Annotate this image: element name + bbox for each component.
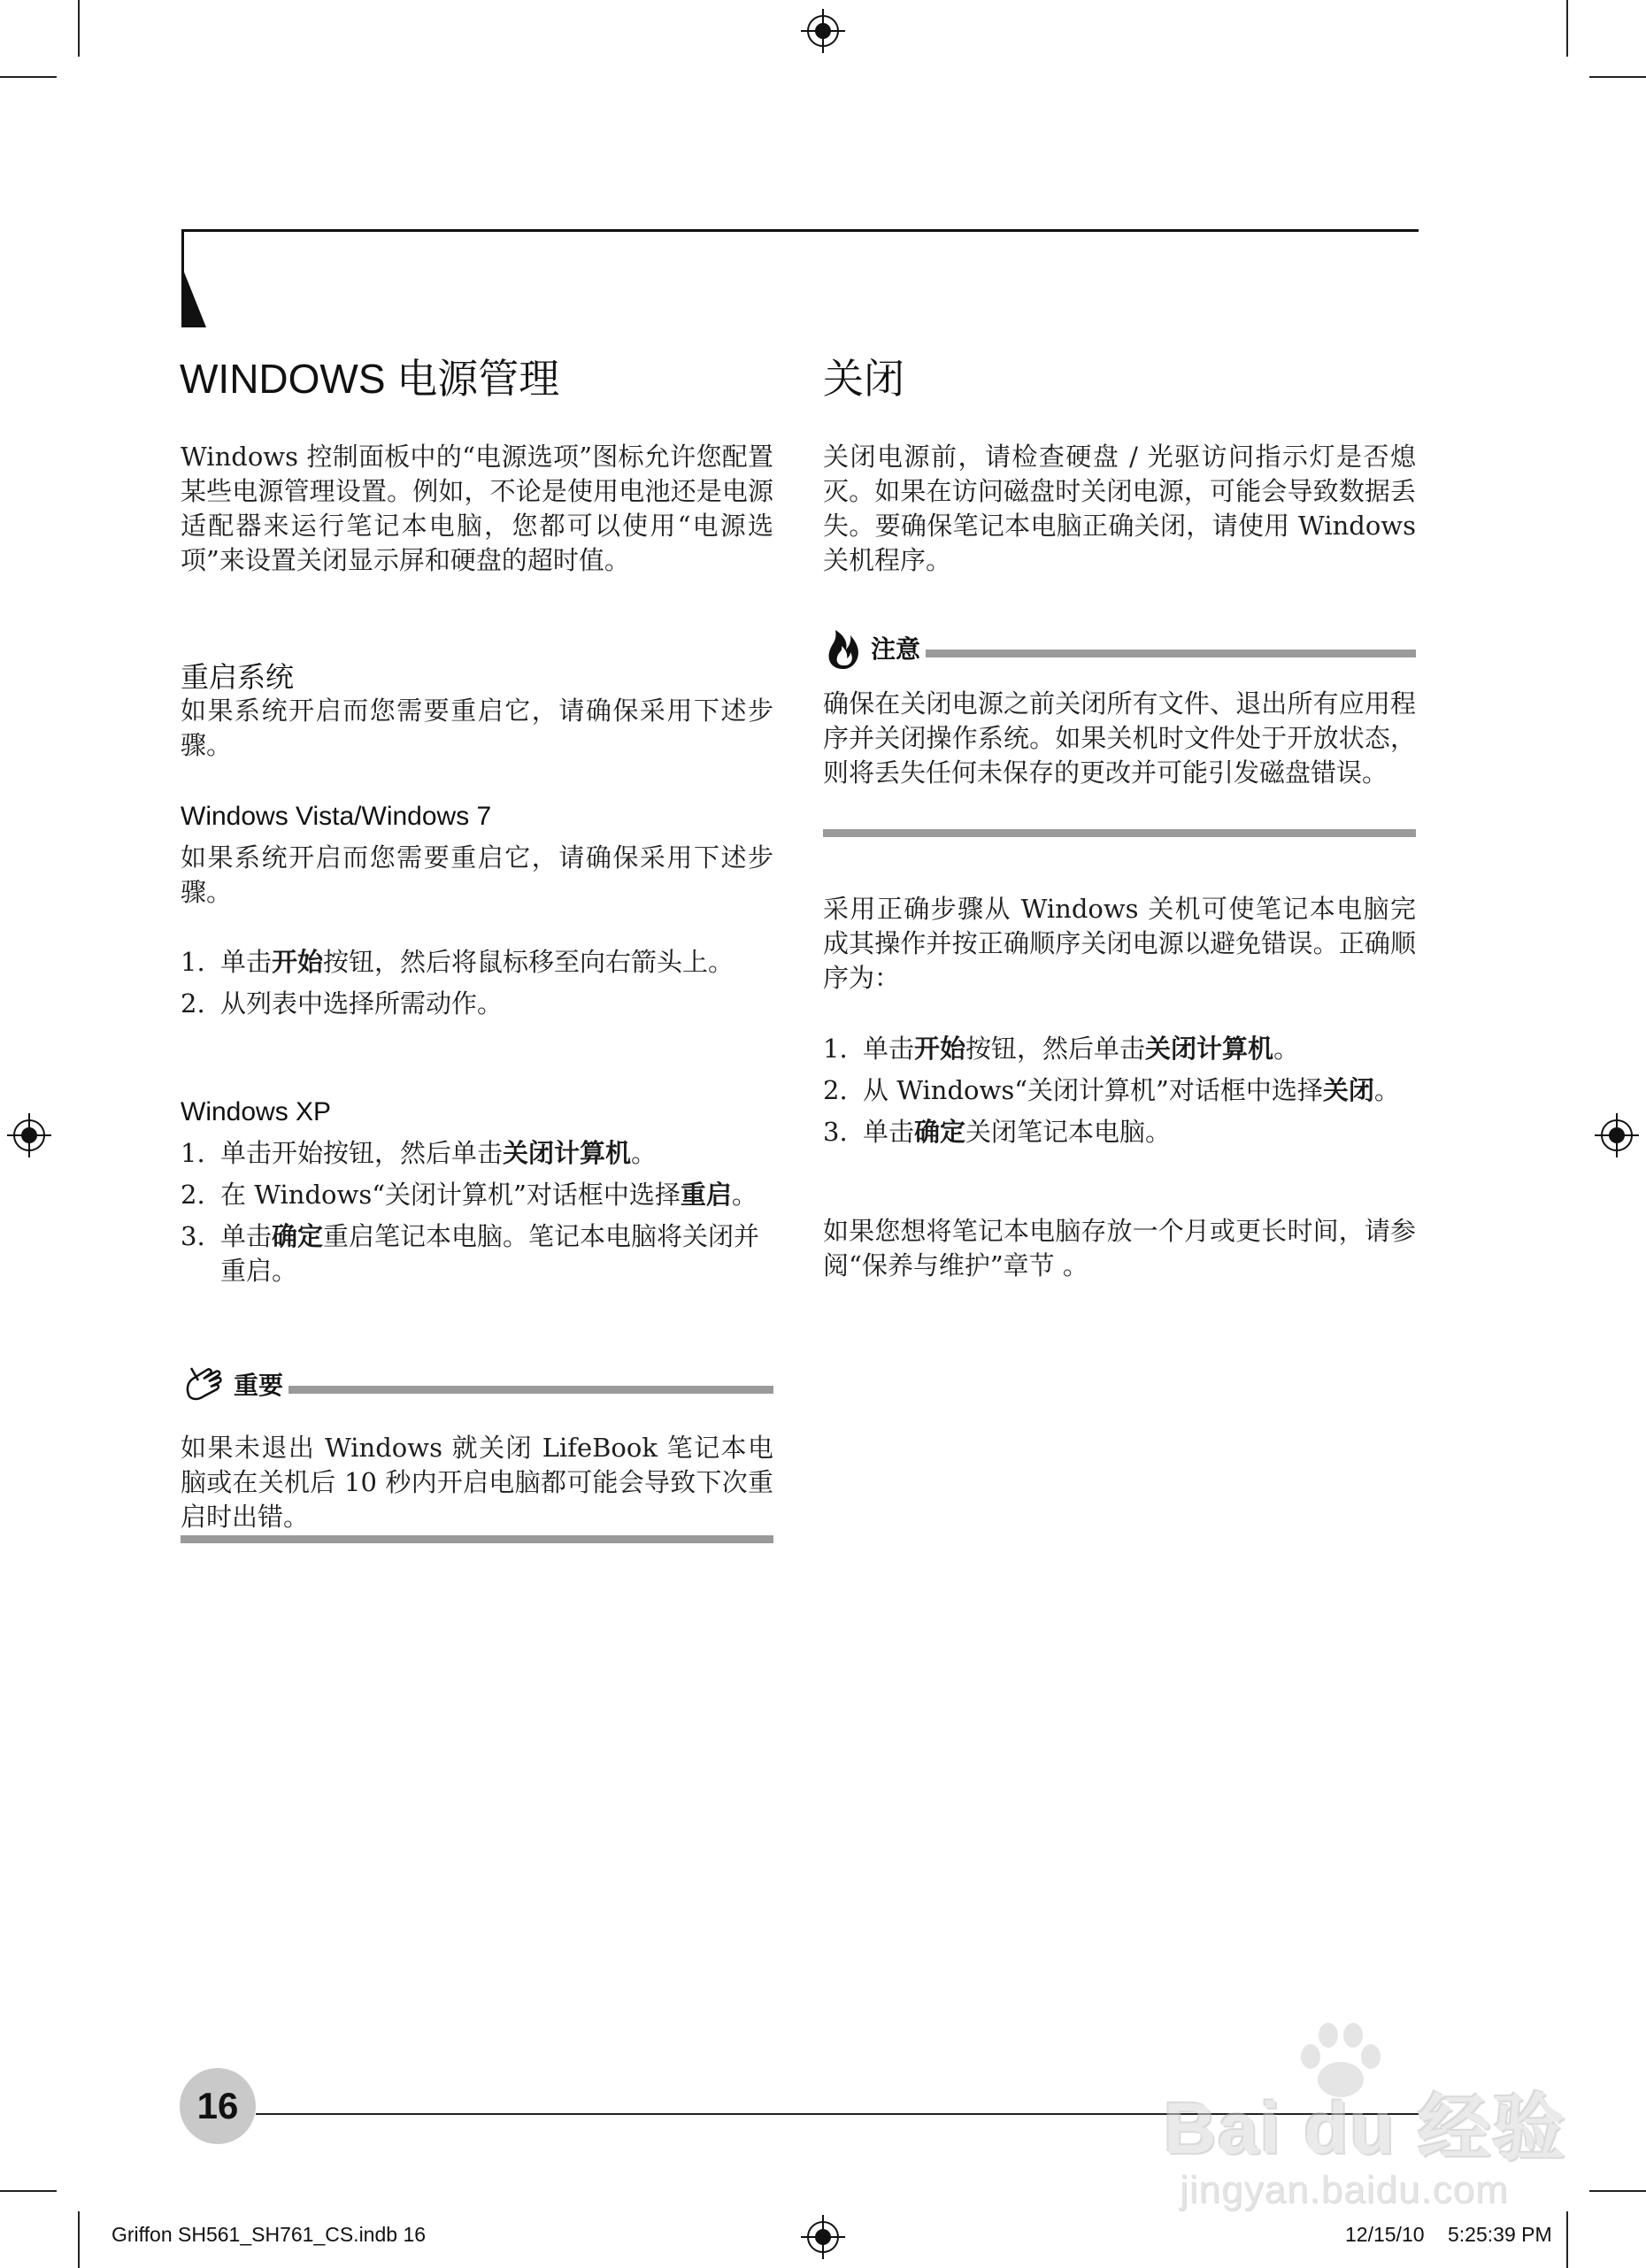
step-bold-term: 开始 xyxy=(914,1034,966,1064)
step-text: 单击 xyxy=(220,947,273,977)
step-bold-term: 关闭计算机 xyxy=(1145,1034,1274,1064)
note-rule xyxy=(288,1386,773,1394)
important-label: 重要 xyxy=(234,1371,284,1400)
step-number: 3. xyxy=(823,1117,848,1147)
step-bold-term: 关闭计算机 xyxy=(503,1138,632,1168)
flame-caution-icon xyxy=(823,625,864,671)
crop-mark xyxy=(1589,2190,1646,2192)
important-note-text: 如果未退出 Windows 就关闭 LifeBook 笔记本电脑或在关机后 10 秒内开启电脑都可能会导致下次重启时出错。 xyxy=(181,1433,773,1532)
list-item xyxy=(823,1032,1416,1066)
footer-time: 5:25:39 PM xyxy=(1448,2223,1552,2246)
crop-mark xyxy=(1566,2211,1568,2268)
step-bold-term: 确定 xyxy=(914,1117,966,1147)
step-text: 单击 xyxy=(863,1034,915,1064)
step-text: 单击开始按钮，然后单击 xyxy=(220,1138,504,1168)
list-item xyxy=(823,1115,1416,1149)
step-number: 3. xyxy=(181,1221,205,1251)
restart-system-text: 如果系统开启而您需要重启它，请确保采用下述步骤。 xyxy=(181,696,773,760)
baidu-watermark xyxy=(1164,2035,1580,2212)
note-end-rule xyxy=(823,829,1416,837)
header-rule xyxy=(181,229,1419,232)
step-bold-term: 确定 xyxy=(272,1221,324,1251)
section-heading-power-management: WINDOWS 电源管理 xyxy=(180,356,560,402)
subheading-restart-system: 重启系统 xyxy=(181,661,295,693)
registration-mark-icon xyxy=(801,9,845,53)
step-text: 从列表中选择所需动作。 xyxy=(220,988,504,1019)
step-text: 。 xyxy=(1373,1075,1400,1105)
list-item xyxy=(823,1073,1416,1108)
important-note-header xyxy=(181,1361,773,1407)
registration-mark-icon xyxy=(1595,1113,1639,1157)
crop-mark xyxy=(78,0,80,57)
registration-mark-icon xyxy=(801,2215,845,2259)
step-number: 1. xyxy=(823,1034,848,1064)
list-item xyxy=(181,1219,773,1288)
step-number: 1. xyxy=(181,947,205,977)
step-text: 单击 xyxy=(220,1221,273,1251)
storage-text: 如果您想将笔记本电脑存放一个月或更长时间，请参阅“保养与维护”章节 。 xyxy=(823,1216,1416,1280)
step-number: 2. xyxy=(181,1180,205,1210)
step-number: 1. xyxy=(181,1138,205,1168)
note-end-rule xyxy=(181,1535,773,1543)
vista-steps-list xyxy=(181,945,773,1028)
pointing-hand-icon xyxy=(181,1361,227,1407)
shutdown-intro: 关闭电源前，请检查硬盘 / 光驱访问指示灯是否熄灭。如果在访问磁盘时关闭电源，可能会导致数据丢失。要确保笔记本电脑正确关闭，请使用 Windows 关机程序。 xyxy=(823,442,1416,575)
step-text: 。 xyxy=(1273,1034,1300,1064)
page-number: 16 xyxy=(180,2068,256,2144)
caution-note-header xyxy=(823,625,1416,671)
subheading-windows-vista-7: Windows Vista/Windows 7 xyxy=(181,802,492,831)
footer-date: 12/15/10 xyxy=(1345,2223,1425,2246)
subheading-windows-xp: Windows XP xyxy=(181,1097,332,1126)
footer-file-name: Griffon SH561_SH761_CS.indb 16 xyxy=(112,2223,427,2246)
step-bold-term: 开始 xyxy=(272,947,324,977)
step-number: 2. xyxy=(181,988,205,1019)
step-number: 2. xyxy=(823,1075,848,1105)
watermark-brand: Bai du 经验 xyxy=(1164,2088,1567,2169)
step-text: 从 Windows“关闭计算机”对话框中选择 xyxy=(863,1075,1323,1105)
step-bold-term: 关闭 xyxy=(1322,1075,1374,1105)
step-text: 在 Windows“关闭计算机”对话框中选择 xyxy=(220,1180,681,1210)
power-management-intro: Windows 控制面板中的“电源选项”图标允许您配置某些电源管理设置。例如，不论是使用电池还是电源适配器来运行笔记本电脑，您都可以使用“电源选项”来设置关闭显示屏和硬盘的超时值。 xyxy=(181,442,773,575)
step-text: 按钮，然后将鼠标移至向右箭头上。 xyxy=(323,947,735,977)
crop-mark xyxy=(0,76,57,78)
crop-mark xyxy=(0,2190,57,2192)
step-text: 。 xyxy=(631,1138,658,1168)
list-item xyxy=(181,1178,773,1212)
list-item xyxy=(181,1136,773,1171)
list-item xyxy=(181,945,773,980)
step-text: 重启笔记本电脑。笔记本电脑将关闭并重启。 xyxy=(220,1221,760,1286)
list-item xyxy=(181,987,773,1021)
step-text: 单击 xyxy=(863,1117,915,1147)
step-bold-term: 重启 xyxy=(680,1180,732,1210)
registration-mark-icon xyxy=(7,1113,51,1157)
step-text: 关闭笔记本电脑。 xyxy=(965,1117,1172,1147)
chapter-tab-marker xyxy=(181,265,206,327)
section-heading-shutdown: 关闭 xyxy=(823,356,904,402)
step-text: 。 xyxy=(731,1180,758,1210)
note-rule xyxy=(926,650,1416,657)
caution-note-text: 确保在关闭电源之前关闭所有文件、退出所有应用程序并关闭操作系统。如果关机时文件处于开放状态，则将丢失任何未保存的更改并可能引发磁盘错误。 xyxy=(823,688,1416,788)
crop-mark xyxy=(1566,0,1568,57)
shutdown-steps-list xyxy=(823,1032,1416,1157)
step-text: 按钮，然后单击 xyxy=(965,1034,1146,1064)
xp-steps-list xyxy=(181,1136,773,1295)
crop-mark xyxy=(1589,76,1646,78)
vista-restart-text: 如果系统开启而您需要重启它，请确保采用下述步骤。 xyxy=(181,842,773,907)
shutdown-order-text: 采用正确步骤从 Windows 关机可使笔记本电脑完成其操作并按正确顺序关闭电源以避免错误。正确顺序为： xyxy=(823,894,1416,993)
watermark-url: jingyan.baidu.com xyxy=(1180,2168,1509,2211)
caution-label: 注意 xyxy=(871,634,921,664)
crop-mark xyxy=(78,2211,80,2268)
